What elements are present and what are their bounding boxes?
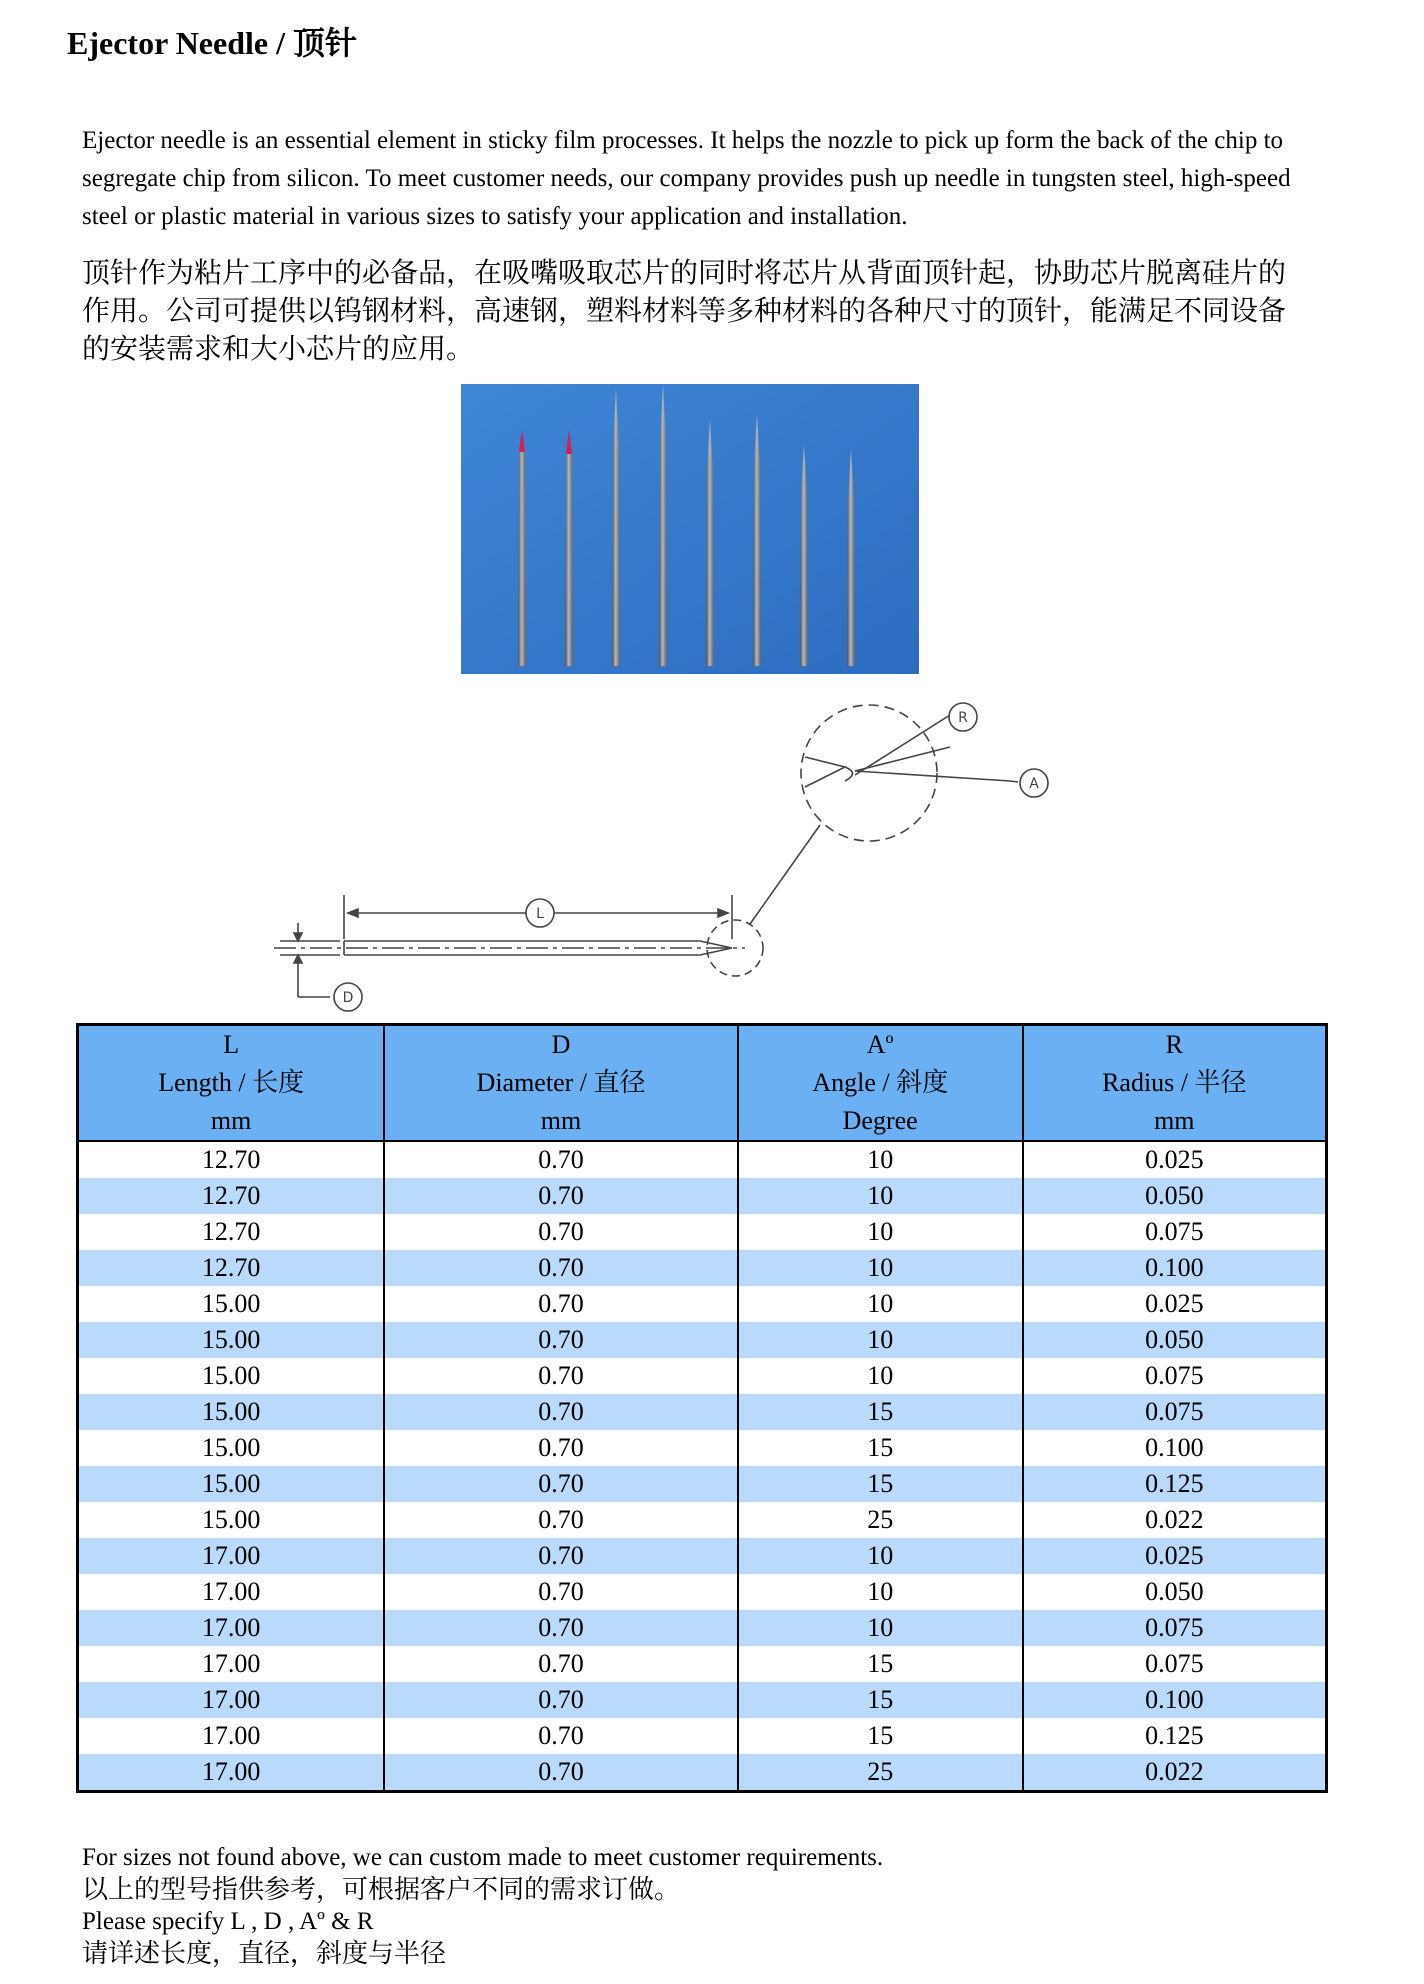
table-row	[78, 1754, 1327, 1792]
table-cell: 10	[738, 1322, 1023, 1358]
table-cell: 17.00	[78, 1610, 385, 1646]
table-row	[78, 1358, 1327, 1394]
table-cell: 25	[738, 1754, 1023, 1792]
table-cell: 12.70	[78, 1214, 385, 1250]
table-cell: 15.00	[78, 1322, 385, 1358]
table-cell: 0.70	[384, 1610, 737, 1646]
table-cell: 15.00	[78, 1502, 385, 1538]
intro-chinese: 顶针作为粘片工序中的必备品，在吸嘴吸取芯片的同时将芯片从背面顶针起，协助芯片脱离硅片的作用。公司可提供以钨钢材料，高速钢，塑料材料等多种材料的各种尺寸的顶针，能满足不同设备的安装需求和大小芯片的应用。	[82, 256, 1287, 365]
header-length: L Length / 长度 mm	[78, 1025, 385, 1142]
table-row	[78, 1250, 1327, 1286]
table-cell: 10	[738, 1538, 1023, 1574]
table-row	[78, 1178, 1327, 1214]
table-cell: 0.70	[384, 1646, 737, 1682]
table-cell: 0.025	[1023, 1286, 1327, 1322]
table-cell: 17.00	[78, 1646, 385, 1682]
table-cell: 0.075	[1023, 1646, 1327, 1682]
note-custom-en: For sizes not found above, we can custom made to meet customer requirements.	[82, 1844, 884, 1871]
table-row	[78, 1502, 1327, 1538]
label-d: D	[342, 990, 354, 1006]
table-cell: 17.00	[78, 1682, 385, 1718]
table-cell: 0.050	[1023, 1178, 1327, 1214]
table-row	[78, 1286, 1327, 1322]
table-cell: 0.100	[1023, 1430, 1327, 1466]
page-title: Ejector Needle / 顶针	[67, 25, 357, 61]
table-cell: 10	[738, 1358, 1023, 1394]
table-row	[78, 1394, 1327, 1430]
table-cell: 12.70	[78, 1141, 385, 1178]
table-cell: 0.022	[1023, 1502, 1327, 1538]
header-angle: Aº Angle / 斜度 Degree	[738, 1025, 1023, 1142]
table-cell: 0.70	[384, 1538, 737, 1574]
table-row	[78, 1610, 1327, 1646]
table-cell: 17.00	[78, 1574, 385, 1610]
table-cell: 25	[738, 1502, 1023, 1538]
table-cell: 15	[738, 1718, 1023, 1754]
table-cell: 10	[738, 1214, 1023, 1250]
spec-table-body	[78, 1141, 1327, 1792]
table-cell: 17.00	[78, 1754, 385, 1792]
table-cell: 15	[738, 1394, 1023, 1430]
table-cell: 0.70	[384, 1358, 737, 1394]
table-cell: 0.075	[1023, 1358, 1327, 1394]
table-cell: 0.70	[384, 1250, 737, 1286]
label-a: A	[1029, 776, 1039, 792]
table-cell: 0.70	[384, 1141, 737, 1178]
table-row	[78, 1322, 1327, 1358]
table-cell: 10	[738, 1178, 1023, 1214]
table-cell: 17.00	[78, 1718, 385, 1754]
table-row	[78, 1646, 1327, 1682]
intro-english: Ejector needle is an essential element in sticky film processes. It helps the nozzle to pick up form the back of the chip to segregate chip from silicon. To meet customer needs, our company provides push up needle in tungsten steel, high-speed steel or plastic material in various sizes to satisfy your application and installation.	[82, 127, 1291, 230]
table-cell: 17.00	[78, 1538, 385, 1574]
table-cell: 0.125	[1023, 1466, 1327, 1502]
header-diameter: D Diameter / 直径 mm	[384, 1025, 737, 1142]
table-cell: 0.050	[1023, 1574, 1327, 1610]
table-cell: 0.70	[384, 1718, 737, 1754]
table-cell: 0.100	[1023, 1250, 1327, 1286]
spec-table	[76, 1023, 1328, 1793]
table-cell: 10	[738, 1610, 1023, 1646]
table-cell: 15.00	[78, 1394, 385, 1430]
table-cell: 15	[738, 1646, 1023, 1682]
table-cell: 0.125	[1023, 1718, 1327, 1754]
table-row	[78, 1214, 1327, 1250]
table-cell: 10	[738, 1286, 1023, 1322]
table-row	[78, 1430, 1327, 1466]
table-cell: 0.70	[384, 1466, 737, 1502]
table-cell: 15.00	[78, 1466, 385, 1502]
table-cell: 0.025	[1023, 1538, 1327, 1574]
ejector-needles-photo	[461, 384, 919, 674]
table-cell: 0.70	[384, 1394, 737, 1430]
table-cell: 0.025	[1023, 1141, 1327, 1178]
needle-dimension-drawing	[270, 695, 1050, 1015]
table-cell: 0.70	[384, 1682, 737, 1718]
table-row	[78, 1574, 1327, 1610]
table-cell: 0.70	[384, 1502, 737, 1538]
table-cell: 10	[738, 1141, 1023, 1178]
table-cell: 15	[738, 1466, 1023, 1502]
table-cell: 10	[738, 1250, 1023, 1286]
table-cell: 12.70	[78, 1178, 385, 1214]
table-row	[78, 1718, 1327, 1754]
table-row	[78, 1141, 1327, 1178]
table-cell: 10	[738, 1574, 1023, 1610]
table-cell: 15	[738, 1682, 1023, 1718]
table-cell: 0.050	[1023, 1322, 1327, 1358]
table-cell: 0.70	[384, 1754, 737, 1792]
table-row	[78, 1466, 1327, 1502]
table-cell: 12.70	[78, 1250, 385, 1286]
table-cell: 15.00	[78, 1358, 385, 1394]
header-radius: R Radius / 半径 mm	[1023, 1025, 1327, 1142]
note-specify-cn: 请详述长度，直径，斜度与半径	[82, 1939, 447, 1969]
table-cell: 0.70	[384, 1430, 737, 1466]
table-cell: 15.00	[78, 1430, 385, 1466]
note-custom-cn: 以上的型号指供参考，可根据客户不同的需求订做。	[82, 1875, 681, 1905]
table-cell: 0.075	[1023, 1610, 1327, 1646]
note-specify-en: Please specify L , D , Aº & R	[82, 1908, 374, 1935]
table-cell: 15.00	[78, 1286, 385, 1322]
table-cell: 0.100	[1023, 1682, 1327, 1718]
label-r: R	[958, 710, 968, 726]
table-row	[78, 1682, 1327, 1718]
table-cell: 0.70	[384, 1214, 737, 1250]
table-header-row	[78, 1025, 1327, 1142]
table-cell: 15	[738, 1430, 1023, 1466]
table-cell: 0.70	[384, 1322, 737, 1358]
table-cell: 0.022	[1023, 1754, 1327, 1792]
notes	[82, 1842, 883, 1970]
table-cell: 0.70	[384, 1574, 737, 1610]
table-row	[78, 1538, 1327, 1574]
label-l: L	[536, 906, 544, 922]
table-cell: 0.70	[384, 1286, 737, 1322]
table-cell: 0.075	[1023, 1214, 1327, 1250]
table-cell: 0.075	[1023, 1394, 1327, 1430]
table-cell: 0.70	[384, 1178, 737, 1214]
